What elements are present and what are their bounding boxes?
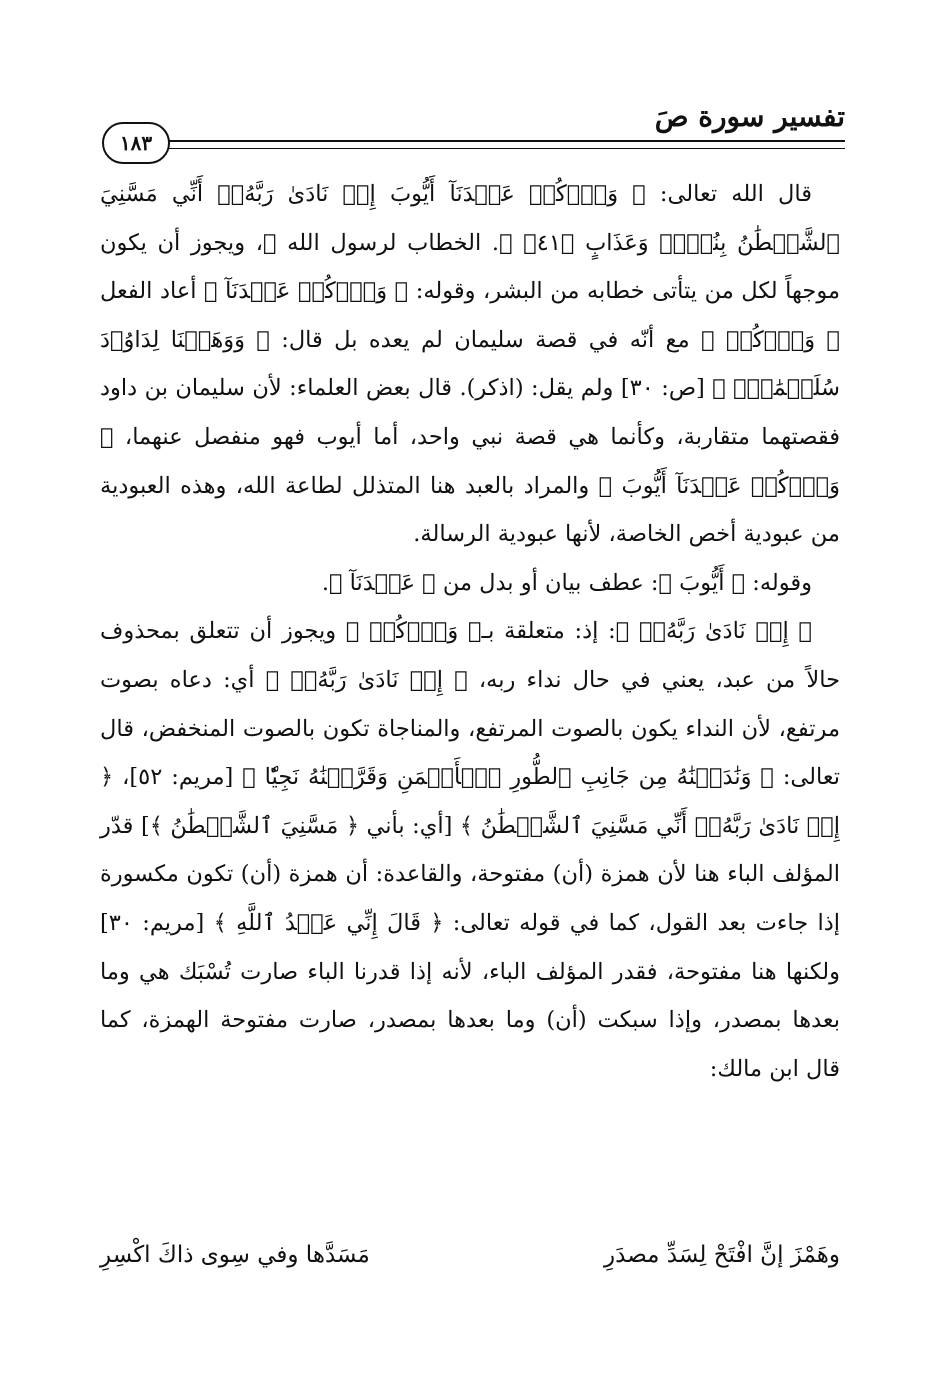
verse-second-half: مَسَدَّها وفي سِوى ذاكَ اكْسِرِ — [100, 1242, 370, 1268]
paragraph-1: قال الله تعالى: ﴿ وَٱذۡكُرۡ عَبۡدَنَآ أَيُّوبَ إِذۡ نَادَىٰ رَبَّهُۥٓ أَنِّي مَسَّنِيَ ٱلشَّيۡطَٰنُ بِنُصۡبٖ وَعَذَابٍ ﴿٤١﴾ ﴾. الخطاب لرسول الله ﷺ، ويجوز أن يكون موجهاً لكل من يتأتى خطابه من البشر، وقوله: ﴿ وَٱذۡكُرۡ عَبۡدَنَآ ﴾ أعاد الفعل ﴿ وَٱذۡكُرۡ ﴾ مع أنّه في قصة سليمان لم يعده بل قال: ﴿ وَوَهَبۡنَا لِدَاوُۥدَ سُلَيۡمَٰنَۚ ﴾ [ص: ٣٠] ولم يقل: (اذكر). قال بعض العلماء: لأن سليمان بن داود فقصتهما متقاربة، وكأنما هي قصة نبي واحد، أما أيوب فهو منفصل عنهما، ﴿ وَٱذۡكُرۡ عَبۡدَنَآ أَيُّوبَ ﴾ والمراد بالعبد هنا المتذلل لطاعة الله، وهذه العبودية من عبودية أخص الخاصة، لأنها عبودية الرسالة. — [100, 181, 840, 548]
verse-first-half: وهَمْزَ إنَّ افْتَحْ لِسَدِّ مصدَرِ — [604, 1242, 840, 1268]
header-title: تفسير سورة صَ — [654, 100, 845, 133]
body-text — [100, 170, 840, 1093]
header-rule — [166, 140, 845, 149]
paragraph-2: وقوله: ﴿ أَيُّوبَ ﴾: عطف بيان أو بدل من ﴿ عَبۡدَنَآ ﴾. — [321, 569, 812, 596]
paragraph-3: ﴿ إِذۡ نَادَىٰ رَبَّهُۥٓ ﴾: إذ: متعلقة بـ﴿ وَٱذۡكُرۡ ﴾ ويجوز أن تتعلق بمحذوف حالاً من عبد، يعني في حال نداء ربه، ﴿ إِذۡ نَادَىٰ رَبَّهُۥٓ ﴾ أي: دعاه بصوت مرتفع، لأن النداء يكون بالصوت المرتفع، والمناجاة تكون بالصوت المنخفض، قال تعالى: ﴿ وَنَٰدَيۡنَٰهُ مِن جَانِبِ ٱلطُّورِ ٱلۡأَيۡمَنِ وَقَرَّبۡنَٰهُ نَجِيّٗا ﴾ [مريم: ٥٢]، ﴿ إِذۡ نَادَىٰ رَبَّهُۥٓ أَنِّي مَسَّنِيَ ٱلشَّيۡطَٰنُ ﴾ [أي: بأني ﴿ مَسَّنِيَ ٱلشَّيۡطَٰنُ ﴾] قدّر المؤلف الباء هنا لأن همزة (أن) مفتوحة، والقاعدة: أن همزة (أن) تكون مكسورة إذا جاءت بعد القول، كما في قوله تعالى: ﴿ قَالَ إِنِّي عَبۡدُ ٱللَّهِ ﴾ [مريم: ٣٠] ولكنها هنا مفتوحة، فقدر المؤلف الباء، لأنه إذا قدرنا الباء صارت تُسْبَك هي وما بعدها بمصدر، وإذا سبكت (أن) وما بعدها بمصدر، صارت مفتوحة الهمزة، كما قال ابن مالك: — [100, 618, 840, 1082]
poetry-verse — [100, 1230, 840, 1280]
page-number: ١٨٣ — [102, 122, 170, 164]
running-header — [100, 100, 845, 160]
